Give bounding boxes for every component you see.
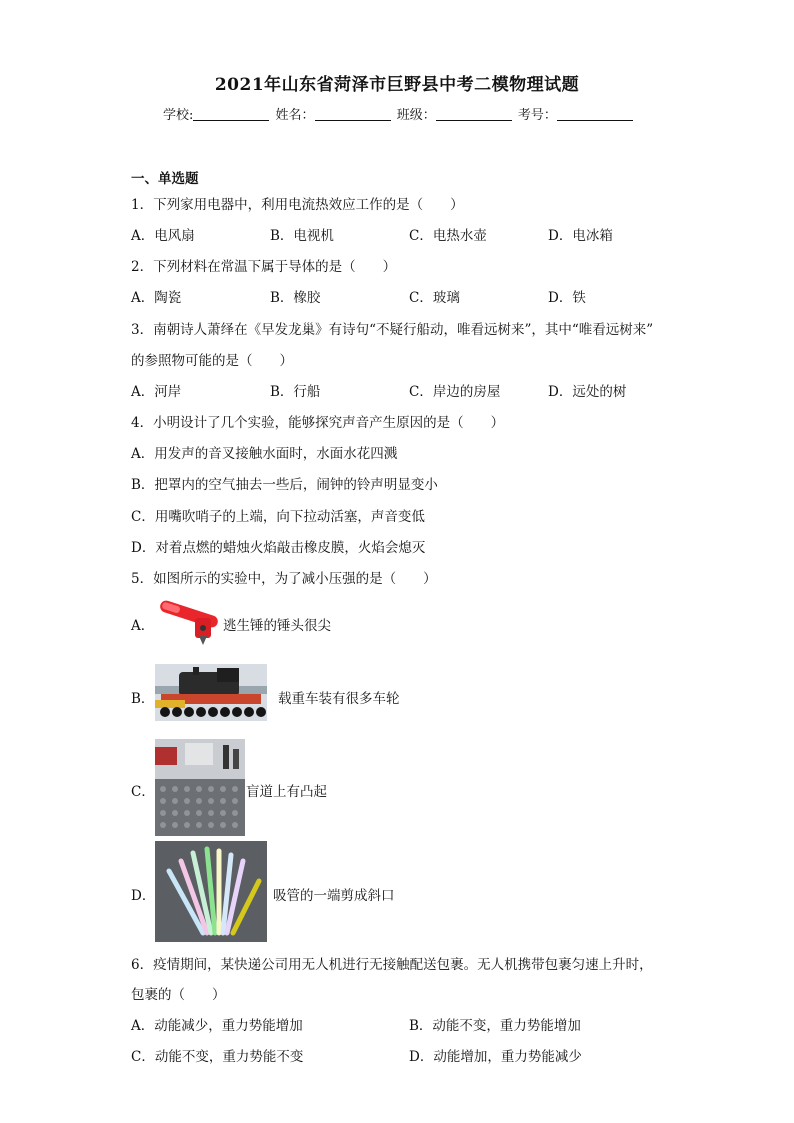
q4-option-c[interactable]: C．用嘴吹哨子的上端，向下拉动活塞，声音变低 [131, 509, 425, 525]
q6-stem-line2: 包裹的（ ） [131, 987, 226, 1003]
q4-option-a[interactable]: A．用发声的音叉接触水面时，水面水花四溅 [131, 446, 398, 462]
q6-option-c[interactable]: C．动能不变，重力势能不变 [131, 1049, 304, 1065]
q1-option-d[interactable]: D．电冰箱 [548, 228, 613, 244]
q5-option-a-label[interactable]: A． [131, 618, 155, 634]
q6-option-d[interactable]: D．动能增加，重力势能减少 [409, 1049, 582, 1065]
number-blank[interactable] [557, 107, 633, 121]
escape-hammer-image [155, 598, 223, 646]
class-label: 班级： [396, 108, 436, 123]
q5-option-c-text: 盲道上有凸起 [246, 784, 327, 800]
tactile-paving-image [155, 739, 245, 836]
q2-option-a[interactable]: A．陶瓷 [131, 290, 182, 306]
q5-stem: 5．如图所示的实验中，为了减小压强的是（ ） [131, 571, 437, 587]
name-blank[interactable] [315, 107, 391, 121]
q3-option-c[interactable]: C．岸边的房屋 [409, 384, 501, 400]
q5-option-b-label[interactable]: B． [131, 691, 155, 707]
section-heading: 一、单选题 [131, 171, 199, 187]
q4-option-d[interactable]: D．对着点燃的蜡烛火焰敲击橡皮膜，火焰会熄灭 [131, 540, 426, 556]
q5-option-a-text: 逃生锤的锤头很尖 [223, 618, 331, 634]
q3-option-d[interactable]: D．远处的树 [548, 384, 627, 400]
q5-option-b-text: 载重车装有很多车轮 [278, 691, 400, 707]
q2-option-b[interactable]: B．橡胶 [270, 290, 321, 306]
straws-image [155, 841, 267, 942]
q5-option-d-label[interactable]: D． [131, 888, 156, 904]
exam-title: 2021年山东省菏泽市巨野县中考二模物理试题 [214, 75, 580, 95]
q1-stem: 1．下列家用电器中，利用电流热效应工作的是（ ） [131, 197, 464, 213]
name-label: 姓名： [275, 108, 315, 123]
q3-option-b[interactable]: B．行船 [270, 384, 321, 400]
q1-option-a[interactable]: A．电风扇 [131, 228, 195, 244]
q4-stem: 4．小明设计了几个实验，能够探究声音产生原因的是（ ） [131, 415, 505, 431]
school-blank[interactable] [193, 107, 269, 121]
q6-option-a[interactable]: A．动能减少，重力势能增加 [131, 1018, 303, 1034]
q3-stem-line2: 的参照物可能的是（ ） [131, 353, 293, 369]
q4-option-b[interactable]: B．把罩内的空气抽去一些后，闹钟的铃声明显变小 [131, 477, 438, 493]
q5-option-d-text: 吸管的一端剪成斜口 [273, 888, 395, 904]
heavy-truck-image [155, 664, 267, 721]
number-label: 考号： [517, 108, 557, 123]
school-label: 学校: [163, 108, 194, 123]
class-blank[interactable] [436, 107, 512, 121]
q6-stem-line1: 6．疫情期间，某快递公司用无人机进行无接触配送包裹。无人机携带包裹匀速上升时， [131, 957, 653, 973]
q3-stem-line1: 3．南朝诗人萧绎在《早发龙巢》有诗句“不疑行船动，唯看远树来”，其中“唯看远树来” [131, 322, 654, 338]
q1-option-c[interactable]: C．电热水壶 [409, 228, 487, 244]
q2-stem: 2．下列材料在常温下属于导体的是（ ） [131, 259, 397, 275]
q2-option-d[interactable]: D．铁 [548, 290, 586, 306]
q1-option-b[interactable]: B．电视机 [270, 228, 334, 244]
q6-option-b[interactable]: B．动能不变，重力势能增加 [409, 1018, 581, 1034]
q5-option-c-label[interactable]: C． [131, 784, 155, 800]
student-info-row [163, 104, 635, 123]
q3-option-a[interactable]: A．河岸 [131, 384, 182, 400]
q2-option-c[interactable]: C．玻璃 [409, 290, 460, 306]
